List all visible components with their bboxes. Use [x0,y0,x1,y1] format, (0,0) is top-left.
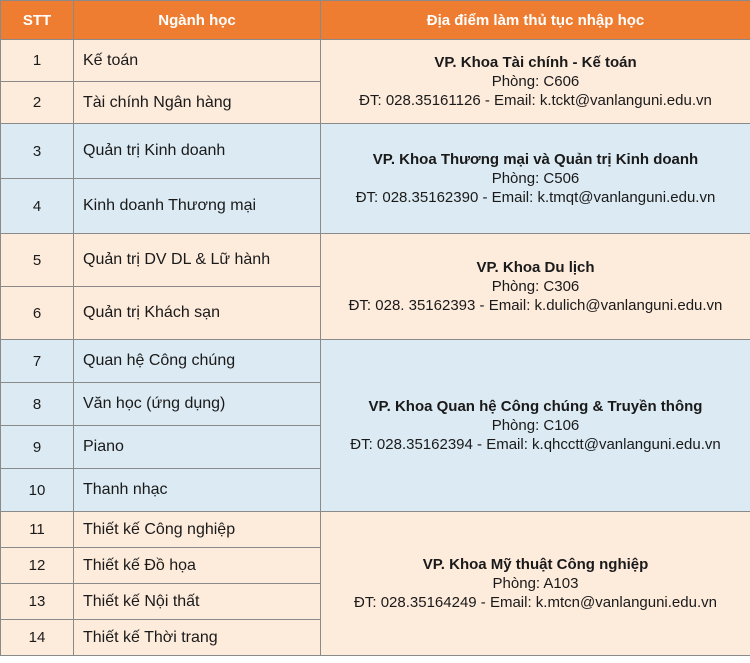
major-cell: Thiết kế Thời trang [74,620,321,656]
table-row [1,340,750,383]
location-cell [321,340,750,512]
stt-cell: 12 [1,548,74,584]
major-cell: Thiết kế Công nghiệp [74,512,321,548]
major-cell: Tài chính Ngân hàng [74,82,321,124]
major-cell: Kế toán [74,40,321,82]
location-cell [321,234,750,340]
location-room: Phòng: C506 [491,170,580,187]
location-name: VP. Khoa Mỹ thuật Công nghiệp [422,556,649,573]
major-cell: Thiết kế Đồ họa [74,548,321,584]
location-contact: ĐT: 028. 35162393 - Email: k.dulich@vanlanguni.edu.vn [348,297,723,314]
location-room: Phòng: C306 [491,278,580,295]
stt-cell: 6 [1,287,74,340]
stt-cell: 2 [1,82,74,124]
location-contact: ĐT: 028.35161126 - Email: k.tckt@vanlanguni.edu.vn [359,92,712,109]
stt-cell: 11 [1,512,74,548]
location-contact: ĐT: 028.35162394 - Email: k.qhcctt@vanlanguni.edu.vn [350,436,721,453]
stt-cell: 13 [1,584,74,620]
stt-cell: 14 [1,620,74,656]
location-contact: ĐT: 028.35162390 - Email: k.tmqt@vanlanguni.edu.vn [355,189,716,206]
location-name: VP. Khoa Quan hệ Công chúng & Truyền thông [368,398,703,415]
major-cell: Piano [74,426,321,469]
table-row [1,124,750,179]
major-cell: Thiết kế Nội thất [74,584,321,620]
location-room: Phòng: C106 [491,417,580,434]
location-name: VP. Khoa Du lịch [476,259,595,276]
stt-cell: 5 [1,234,74,287]
location-name: VP. Khoa Thương mại và Quản trị Kinh doanh [372,151,699,168]
stt-cell: 9 [1,426,74,469]
table-row [1,40,750,82]
major-cell: Kinh doanh Thương mại [74,179,321,234]
major-cell: Quản trị Kinh doanh [74,124,321,179]
location-contact: ĐT: 028.35164249 - Email: k.mtcn@vanlanguni.edu.vn [354,594,717,611]
location-room: Phòng: A103 [492,575,579,592]
table-row [1,234,750,287]
stt-cell: 7 [1,340,74,383]
stt-cell: 8 [1,383,74,426]
stt-cell: 1 [1,40,74,82]
table-row [1,512,750,548]
major-cell: Quản trị Khách sạn [74,287,321,340]
header-major: Ngành học [74,1,321,40]
major-cell: Văn học (ứng dụng) [74,383,321,426]
stt-cell: 4 [1,179,74,234]
stt-cell: 10 [1,469,74,512]
location-room: Phòng: C606 [491,73,580,90]
major-cell: Quan hệ Công chúng [74,340,321,383]
stt-cell: 3 [1,124,74,179]
major-cell: Thanh nhạc [74,469,321,512]
major-cell: Quản trị DV DL & Lữ hành [74,234,321,287]
location-cell [321,124,750,234]
header-location: Địa điểm làm thủ tục nhập học [321,1,750,40]
location-cell [321,40,750,124]
location-name: VP. Khoa Tài chính - Kế toán [434,54,637,71]
header-row [1,1,750,40]
location-cell [321,512,750,656]
header-stt: STT [1,1,74,40]
